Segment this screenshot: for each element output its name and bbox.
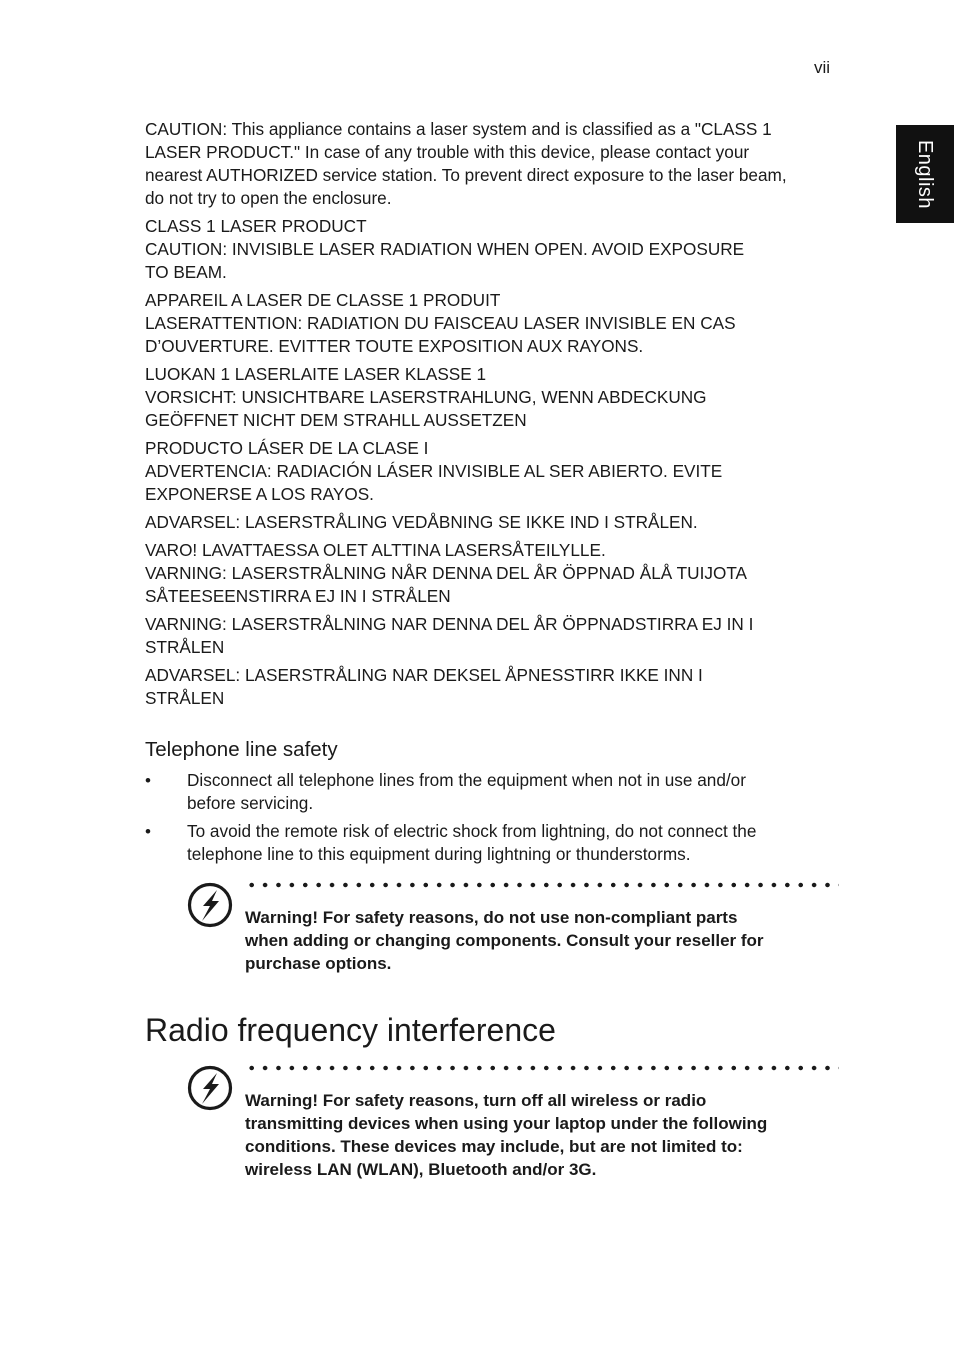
notice-line: PRODUCTO LÁSER DE LA CLASE I [145, 438, 429, 458]
list-item [145, 820, 835, 866]
notice-line: STRÅLEN [145, 637, 225, 657]
radio-section-heading: Radio frequency interference [145, 1012, 556, 1048]
telephone-warning-callout [187, 882, 835, 975]
warning-line: Warning! For safety reasons, turn off all wireless or radio [245, 1091, 707, 1110]
lightning-warning-icon [187, 882, 233, 928]
notice-line: CAUTION: This appliance contains a laser system and is classified as a "CLASS 1 [145, 119, 772, 139]
notice-line: CAUTION: INVISIBLE LASER RADIATION WHEN OPEN. AVOID EXPOSURE [145, 239, 745, 259]
laser-notice [145, 215, 835, 284]
list-item-line: To avoid the remote risk of electric shock from lightning, do not connect the [187, 821, 757, 841]
list-item-line: before servicing. [187, 793, 314, 813]
warning-text [245, 1089, 835, 1181]
notice-line: LUOKAN 1 LASERLAITE LASER KLASSE 1 [145, 364, 487, 384]
laser-notice [145, 363, 835, 432]
laser-notice [145, 539, 835, 608]
bullet-icon: • [145, 822, 151, 841]
telephone-section-heading: Telephone line safety [145, 738, 338, 761]
warning-line: transmitting devices when using your laptop under the following [245, 1114, 768, 1133]
notice-line: VARO! LAVATTAESSA OLET ALTTINA LASERSÅTEILYLLE. [145, 540, 606, 560]
notice-line: ADVARSEL: LASERSTRÅLING NAR DEKSEL ÅPNESSTIRR IKKE INN I [145, 665, 703, 685]
laser-notice [145, 664, 835, 710]
laser-notice [145, 118, 835, 210]
notice-line: CLASS 1 LASER PRODUCT [145, 216, 367, 236]
page-number: vii [813, 58, 830, 77]
laser-notice [145, 613, 835, 659]
notice-line: ADVERTENCIA: RADIACIÓN LÁSER INVISIBLE AL SER ABIERTO. EVITE [145, 461, 723, 481]
notice-line: APPAREIL A LASER DE CLASSE 1 PRODUIT [145, 290, 501, 310]
language-tab [896, 125, 954, 223]
laser-notice [145, 289, 835, 358]
warning-line: purchase options. [245, 954, 392, 973]
lightning-warning-icon [187, 1065, 233, 1111]
laser-notice [145, 511, 835, 534]
dotted-divider [245, 1065, 839, 1071]
warning-text [245, 906, 835, 975]
notice-line: nearest AUTHORIZED service station. To prevent direct exposure to the laser beam, [145, 165, 787, 185]
page-content [145, 118, 835, 1181]
notice-line: do not try to open the enclosure. [145, 188, 392, 208]
notice-line: ADVARSEL: LASERSTRÅLING VEDÅBNING SE IKKE IND I STRÅLEN. [145, 512, 698, 532]
warning-line: Warning! For safety reasons, do not use non-compliant parts [245, 908, 738, 927]
notice-line: EXPONERSE A LOS RAYOS. [145, 484, 374, 504]
notice-line: STRÅLEN [145, 688, 225, 708]
telephone-safety-list [145, 769, 835, 866]
laser-notices [145, 118, 835, 710]
list-item [145, 769, 835, 815]
notice-line: VARNING: LASERSTRÅLNING NAR DENNA DEL ÅR ÖPPNADSTIRRA EJ IN I [145, 614, 754, 634]
radio-warning-callout [187, 1065, 835, 1181]
laser-notice [145, 437, 835, 506]
notice-line: D’OUVERTURE. EVITTER TOUTE EXPOSITION AUX RAYONS. [145, 336, 644, 356]
notice-line: LASERATTENTION: RADIATION DU FAISCEAU LASER INVISIBLE EN CAS [145, 313, 736, 333]
language-tab-label: English [914, 139, 937, 209]
notice-line: VARNING: LASERSTRÅLNING NÅR DENNA DEL ÅR ÖPPNAD ÅLÅ TUIJOTA [145, 563, 748, 583]
dotted-divider [245, 882, 839, 888]
notice-line: GEÖFFNET NICHT DEM STRAHLL AUSSETZEN [145, 410, 527, 430]
notice-line: VORSICHT: UNSICHTBARE LASERSTRAHLUNG, WENN ABDECKUNG [145, 387, 707, 407]
list-item-line: Disconnect all telephone lines from the equipment when not in use and/or [187, 770, 746, 790]
warning-line: when adding or changing components. Consult your reseller for [245, 931, 764, 950]
warning-line: wireless LAN (WLAN), Bluetooth and/or 3G. [245, 1160, 597, 1179]
notice-line: SÅTEESEENSTIRRA EJ IN I STRÅLEN [145, 586, 451, 606]
notice-line: TO BEAM. [145, 262, 227, 282]
bullet-icon: • [145, 771, 151, 790]
list-item-line: telephone line to this equipment during lightning or thunderstorms. [187, 844, 691, 864]
warning-line: conditions. These devices may include, but are not limited to: [245, 1137, 743, 1156]
notice-line: LASER PRODUCT." In case of any trouble with this device, please contact your [145, 142, 750, 162]
